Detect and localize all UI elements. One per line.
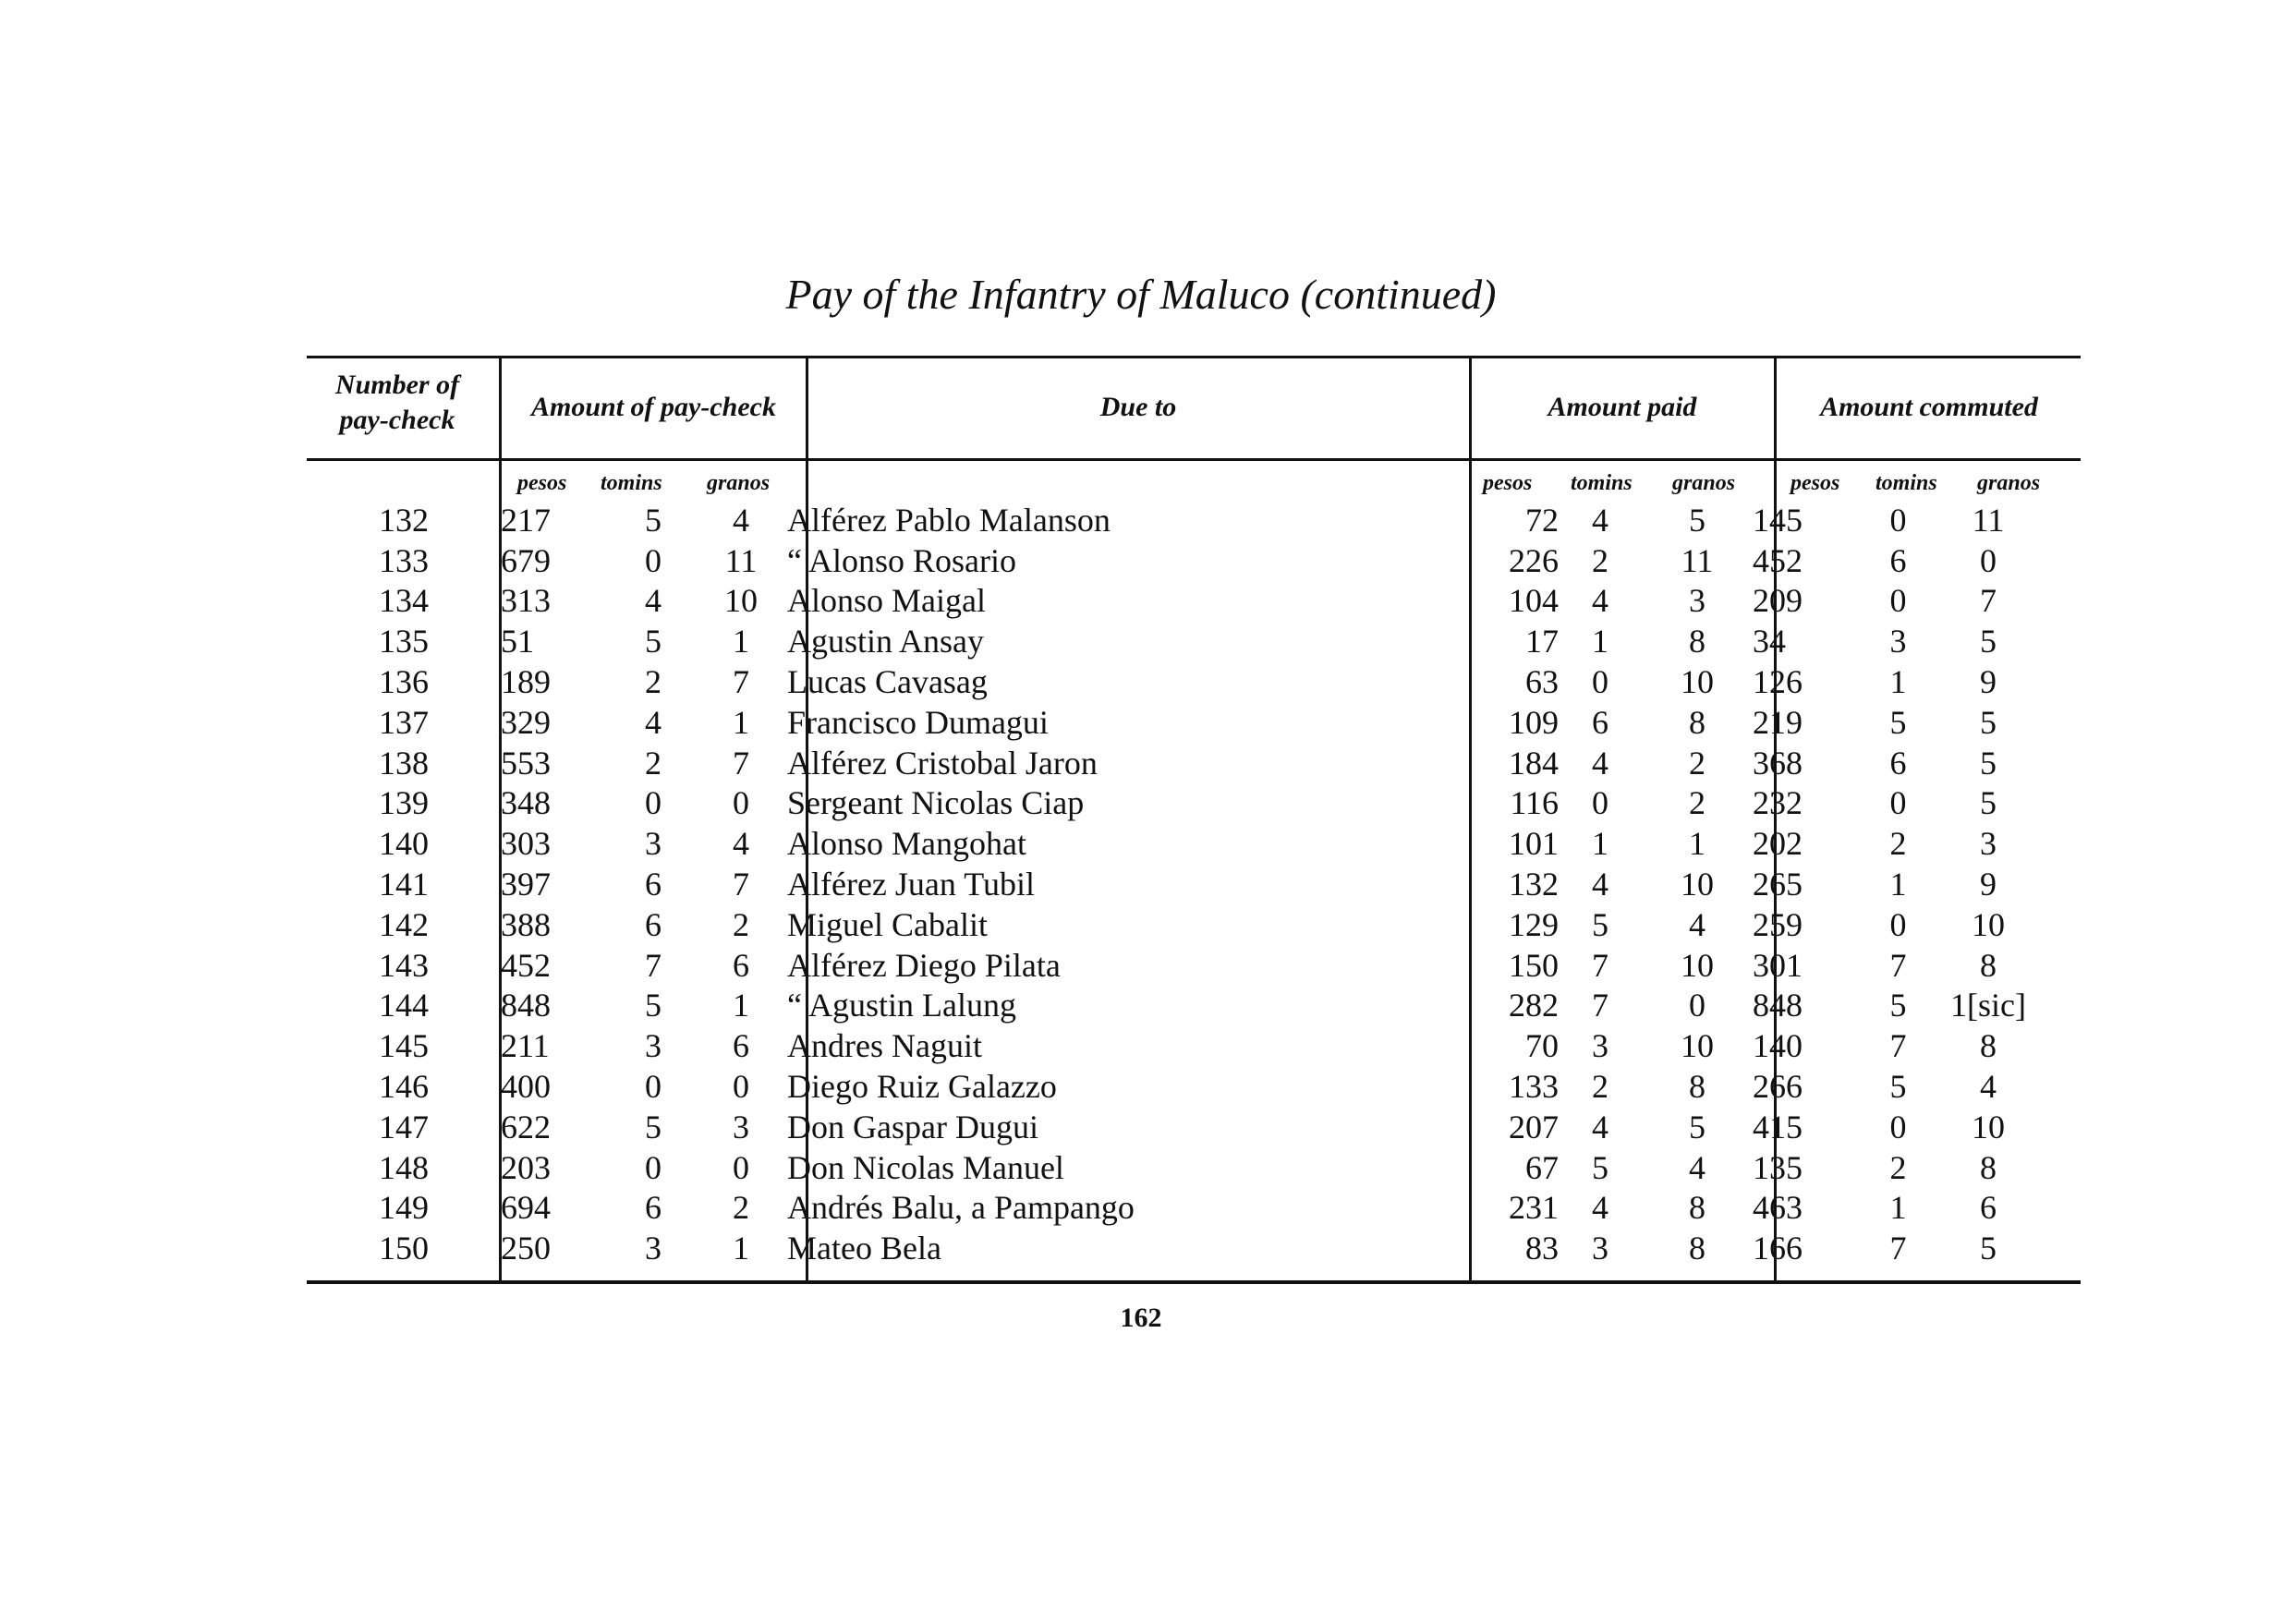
cell-p3: 848 (1753, 987, 1803, 1024)
cell-t1: 0 (645, 1148, 662, 1186)
cell-g2: 8 (1689, 1189, 1705, 1227)
cell-g3: 9 (1980, 866, 1997, 903)
cell-p2: 104 (1509, 582, 1559, 620)
cell-t1: 5 (645, 623, 662, 661)
cell-t3: 0 (1889, 905, 1907, 943)
cell-t1: 0 (645, 784, 662, 822)
page-title: Pay of the Infantry of Maluco (continued) (785, 271, 1497, 318)
cell-g1: 7 (733, 866, 749, 903)
cell-name: Alonso Maigal (787, 582, 986, 620)
table-row (307, 581, 2039, 622)
cell-g2: 2 (1689, 744, 1705, 782)
table-row (307, 1066, 2039, 1107)
cell-p1: 348 (501, 784, 551, 822)
cell-t2: 4 (1592, 744, 1608, 782)
cell-g2: 8 (1689, 1068, 1705, 1106)
cell-t2: 1 (1592, 825, 1608, 863)
cell-g1: 0 (733, 784, 749, 822)
cell-t3: 7 (1889, 946, 1907, 984)
cell-t1: 0 (645, 1068, 662, 1106)
cell-p2: 132 (1509, 866, 1559, 903)
cell-t1: 5 (645, 501, 662, 539)
table-row (307, 945, 2039, 986)
cell-g1: 3 (733, 1108, 749, 1145)
cell-p2: 133 (1509, 1068, 1559, 1106)
cell-p3: 259 (1753, 905, 1803, 943)
cell-name: Alonso Mangohat (787, 825, 1026, 863)
cell-t1: 6 (645, 905, 662, 943)
cell-t1: 5 (645, 987, 662, 1024)
table-row (307, 743, 2039, 783)
cell-g3: 3 (1980, 825, 1997, 863)
cell-g1: 1 (733, 987, 749, 1024)
cell-num: 135 (379, 623, 429, 661)
cell-num: 150 (379, 1230, 429, 1267)
cell-g1: 7 (733, 744, 749, 782)
table-row (307, 1025, 2039, 1066)
subheader-tomins: tomins (1875, 471, 1937, 495)
cell-p2: 207 (1509, 1108, 1559, 1145)
cell-t3: 1 (1889, 866, 1907, 903)
cell-g1: 7 (733, 663, 749, 701)
cell-t2: 1 (1592, 623, 1608, 661)
cell-g2: 10 (1681, 1027, 1714, 1065)
cell-g1: 4 (733, 825, 749, 863)
cell-g2: 0 (1689, 987, 1705, 1024)
cell-p1: 679 (501, 541, 551, 579)
table-row (307, 1188, 2039, 1229)
cell-p2: 116 (1510, 784, 1559, 822)
cell-p2: 109 (1509, 703, 1559, 741)
cell-g3: 8 (1980, 1148, 1997, 1186)
cell-g2: 4 (1689, 1148, 1705, 1186)
cell-t3: 7 (1889, 1230, 1907, 1267)
cell-p1: 217 (501, 501, 551, 539)
cell-p1: 313 (501, 582, 551, 620)
cell-t2: 4 (1592, 866, 1608, 903)
table-row (307, 823, 2039, 864)
cell-t1: 3 (645, 1230, 662, 1267)
cell-t2: 5 (1592, 905, 1608, 943)
cell-g1: 10 (724, 582, 758, 620)
cell-name: Andres Naguit (787, 1027, 982, 1065)
table-row (307, 702, 2039, 743)
cell-p2: 101 (1509, 825, 1559, 863)
cell-t2: 4 (1592, 1189, 1608, 1227)
cell-t3: 2 (1889, 1148, 1907, 1186)
cell-p2: 72 (1525, 501, 1559, 539)
cell-p3: 463 (1753, 1189, 1803, 1227)
subheader-tomins: tomins (601, 471, 662, 495)
cell-p3: 166 (1753, 1230, 1803, 1267)
cell-p3: 202 (1753, 825, 1803, 863)
cell-g1: 4 (733, 501, 749, 539)
subheader-pesos: pesos (1483, 471, 1533, 495)
cell-t3: 5 (1889, 703, 1907, 741)
cell-p3: 265 (1753, 866, 1803, 903)
cell-g3: 5 (1980, 703, 1997, 741)
cell-name: Don Nicolas Manuel (787, 1148, 1064, 1186)
cell-t1: 6 (645, 866, 662, 903)
cell-t1: 2 (645, 744, 662, 782)
cell-p1: 397 (501, 866, 551, 903)
cell-name: “ Agustin Lalung (787, 987, 1016, 1024)
cell-p1: 189 (501, 663, 551, 701)
cell-t3: 0 (1889, 582, 1907, 620)
cell-g3: 8 (1980, 1027, 1997, 1065)
cell-t1: 4 (645, 703, 662, 741)
table-row (307, 500, 2039, 540)
cell-t2: 3 (1592, 1230, 1608, 1267)
cell-t3: 1 (1889, 1189, 1907, 1227)
cell-num: 136 (379, 663, 429, 701)
cell-g3: 6 (1980, 1189, 1997, 1227)
cell-g3: 5 (1980, 784, 1997, 822)
cell-p3: 145 (1753, 501, 1803, 539)
cell-g1: 2 (733, 905, 749, 943)
cell-num: 137 (379, 703, 429, 741)
cell-g2: 1 (1689, 825, 1705, 863)
cell-num: 133 (379, 541, 429, 579)
cell-p1: 553 (501, 744, 551, 782)
cell-g2: 8 (1689, 623, 1705, 661)
cell-p3: 34 (1753, 623, 1786, 661)
cell-g2: 10 (1681, 866, 1714, 903)
cell-p1: 329 (501, 703, 551, 741)
cell-name: Alférez Diego Pilata (787, 946, 1061, 984)
cell-t1: 0 (645, 541, 662, 579)
cell-g3: 11 (1972, 501, 2005, 539)
cell-num: 138 (379, 744, 429, 782)
header-bottom-rule (307, 458, 2081, 461)
cell-name: Miguel Cabalit (787, 905, 988, 943)
cell-p1: 694 (501, 1189, 551, 1227)
table-row (307, 621, 2039, 661)
cell-t3: 6 (1889, 541, 1907, 579)
cell-num: 149 (379, 1189, 429, 1227)
cell-t1: 2 (645, 663, 662, 701)
cell-g1: 2 (733, 1189, 749, 1227)
cell-p1: 452 (501, 946, 551, 984)
cell-p3: 209 (1753, 582, 1803, 620)
cell-p2: 63 (1525, 663, 1559, 701)
cell-p3: 266 (1753, 1068, 1803, 1106)
subheader-pesos: pesos (517, 471, 567, 495)
cell-t1: 5 (645, 1108, 662, 1145)
cell-g3: 5 (1980, 744, 1997, 782)
cell-g2: 8 (1689, 703, 1705, 741)
cell-name: Diego Ruiz Galazzo (787, 1068, 1057, 1106)
header-amount: Amount of pay-check (531, 392, 776, 422)
cell-g1: 0 (733, 1068, 749, 1106)
cell-g3: 5 (1980, 1230, 1997, 1267)
header-paid: Amount paid (1548, 392, 1697, 422)
cell-p2: 184 (1509, 744, 1559, 782)
cell-t2: 7 (1592, 987, 1608, 1024)
cell-num: 145 (379, 1027, 429, 1065)
cell-p3: 368 (1753, 744, 1803, 782)
subheader-tomins: tomins (1571, 471, 1633, 495)
cell-t2: 2 (1592, 541, 1608, 579)
page-number: 162 (1120, 1303, 1162, 1333)
cell-name: Lucas Cavasag (787, 663, 988, 701)
cell-p2: 67 (1525, 1148, 1559, 1186)
cell-t2: 4 (1592, 501, 1608, 539)
cell-p2: 17 (1525, 623, 1559, 661)
cell-p1: 622 (501, 1108, 551, 1145)
header-due: Due to (1099, 392, 1177, 422)
cell-t3: 3 (1889, 623, 1907, 661)
table-row (307, 783, 2039, 824)
cell-g3: 1[sic] (1950, 987, 2026, 1024)
cell-p1: 848 (501, 987, 551, 1024)
cell-name: Don Gaspar Dugui (787, 1108, 1038, 1145)
cell-g2: 10 (1681, 663, 1714, 701)
subheader-granos: granos (707, 471, 771, 495)
cell-g1: 6 (733, 1027, 749, 1065)
cell-t3: 0 (1889, 1108, 1907, 1145)
header-number: Number of pay-check (334, 370, 460, 435)
cell-name: Mateo Bela (787, 1230, 941, 1267)
cell-p2: 129 (1509, 905, 1559, 943)
cell-t2: 6 (1592, 703, 1608, 741)
table-row (307, 864, 2039, 904)
cell-p1: 303 (501, 825, 551, 863)
cell-t2: 5 (1592, 1148, 1608, 1186)
cell-g3: 10 (1972, 1108, 2005, 1145)
cell-t3: 0 (1889, 501, 1907, 539)
cell-t2: 4 (1592, 582, 1608, 620)
cell-name: Sergeant Nicolas Ciap (787, 784, 1085, 822)
cell-t3: 5 (1889, 987, 1907, 1024)
cell-num: 142 (379, 905, 429, 943)
cell-g3: 4 (1980, 1068, 1997, 1106)
cell-p1: 250 (501, 1230, 551, 1267)
cell-p3: 452 (1753, 541, 1803, 579)
cell-name: Alférez Pablo Malanson (787, 501, 1111, 539)
cell-p1: 388 (501, 905, 551, 943)
pay-table (307, 500, 2039, 1268)
cell-t1: 3 (645, 1027, 662, 1065)
cell-t2: 0 (1592, 663, 1608, 701)
cell-t2: 0 (1592, 784, 1608, 822)
cell-t2: 2 (1592, 1068, 1608, 1106)
table-row (307, 661, 2039, 702)
cell-g1: 0 (733, 1148, 749, 1186)
cell-p3: 135 (1753, 1148, 1803, 1186)
cell-num: 132 (379, 501, 429, 539)
header-commuted: Amount commuted (1820, 392, 2038, 422)
subheader-granos: granos (1672, 471, 1736, 495)
cell-num: 140 (379, 825, 429, 863)
cell-g2: 10 (1681, 946, 1714, 984)
cell-t1: 7 (645, 946, 662, 984)
cell-g2: 5 (1689, 1108, 1705, 1145)
cell-g1: 6 (733, 946, 749, 984)
cell-g2: 2 (1689, 784, 1705, 822)
cell-p1: 51 (501, 623, 534, 661)
cell-t3: 7 (1889, 1027, 1907, 1065)
cell-num: 147 (379, 1108, 429, 1145)
cell-g3: 8 (1980, 946, 1997, 984)
cell-t1: 3 (645, 825, 662, 863)
cell-num: 148 (379, 1148, 429, 1186)
cell-t3: 6 (1889, 744, 1907, 782)
cell-g3: 5 (1980, 623, 1997, 661)
cell-p2: 150 (1509, 946, 1559, 984)
cell-p3: 415 (1753, 1108, 1803, 1145)
cell-p2: 231 (1509, 1189, 1559, 1227)
cell-name: Francisco Dumagui (787, 703, 1049, 741)
cell-t3: 5 (1889, 1068, 1907, 1106)
cell-p2: 70 (1525, 1027, 1559, 1065)
table-row (307, 986, 2039, 1026)
cell-t3: 2 (1889, 825, 1907, 863)
cell-num: 139 (379, 784, 429, 822)
cell-t2: 3 (1592, 1027, 1608, 1065)
subheader-pesos: pesos (1790, 471, 1840, 495)
cell-g2: 8 (1689, 1230, 1705, 1267)
cell-g2: 3 (1689, 582, 1705, 620)
cell-p3: 126 (1753, 663, 1803, 701)
cell-t3: 0 (1889, 784, 1907, 822)
cell-g2: 11 (1681, 541, 1714, 579)
cell-name: “ Alonso Rosario (787, 541, 1016, 579)
cell-num: 134 (379, 582, 429, 620)
cell-p1: 203 (501, 1148, 551, 1186)
cell-t1: 4 (645, 582, 662, 620)
cell-g3: 9 (1980, 663, 1997, 701)
cell-t1: 6 (645, 1189, 662, 1227)
cell-p2: 83 (1525, 1230, 1559, 1267)
cell-g3: 7 (1980, 582, 1997, 620)
cell-p3: 140 (1753, 1027, 1803, 1065)
cell-g1: 1 (733, 703, 749, 741)
table-row (307, 1147, 2039, 1188)
table-row (307, 1228, 2039, 1268)
cell-g3: 10 (1972, 905, 2005, 943)
cell-p1: 211 (501, 1027, 550, 1065)
cell-t3: 1 (1889, 663, 1907, 701)
cell-num: 146 (379, 1068, 429, 1106)
table-top-rule (307, 356, 2081, 358)
cell-p3: 301 (1753, 946, 1803, 984)
cell-p2: 226 (1509, 541, 1559, 579)
table-row (307, 1107, 2039, 1147)
cell-p2: 282 (1509, 987, 1559, 1024)
cell-t2: 7 (1592, 946, 1608, 984)
cell-g3: 0 (1980, 541, 1997, 579)
cell-name: Alférez Cristobal Jaron (787, 744, 1098, 782)
table-row (307, 904, 2039, 945)
cell-p3: 232 (1753, 784, 1803, 822)
cell-num: 144 (379, 987, 429, 1024)
cell-name: Andrés Balu, a Pampango (787, 1189, 1135, 1227)
cell-num: 143 (379, 946, 429, 984)
cell-g1: 11 (724, 541, 758, 579)
cell-num: 141 (379, 866, 429, 903)
cell-g1: 1 (733, 1230, 749, 1267)
cell-p1: 400 (501, 1068, 551, 1106)
cell-g2: 5 (1689, 501, 1705, 539)
subheader-granos: granos (1977, 471, 2041, 495)
cell-g1: 1 (733, 623, 749, 661)
table-bottom-rule (307, 1280, 2081, 1284)
cell-name: Alférez Juan Tubil (787, 866, 1035, 903)
cell-p3: 219 (1753, 703, 1803, 741)
cell-t2: 4 (1592, 1108, 1608, 1145)
table-row (307, 540, 2039, 581)
cell-name: Agustin Ansay (787, 623, 985, 661)
cell-g2: 4 (1689, 905, 1705, 943)
